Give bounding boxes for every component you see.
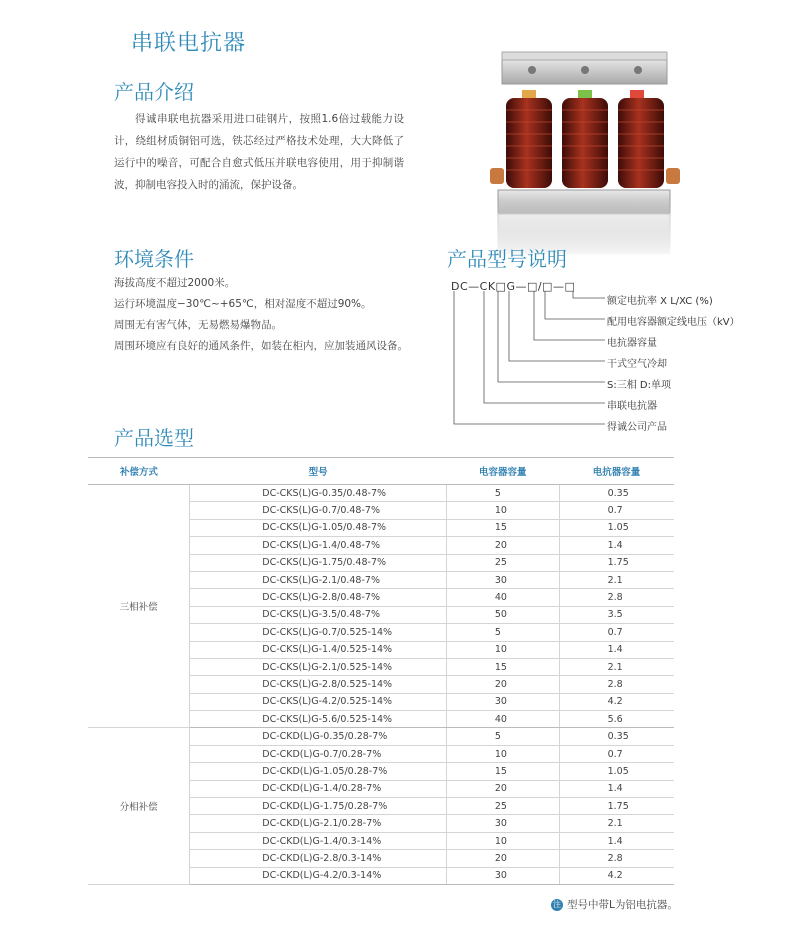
model-cell: DC-CKS(L)G-3.5/0.48-7% bbox=[190, 606, 447, 623]
model-cell: DC-CKS(L)G-2.8/0.525-14% bbox=[190, 676, 447, 693]
reactor-capacity-cell: 0.7 bbox=[559, 745, 674, 762]
capacitor-capacity-cell: 15 bbox=[446, 763, 559, 780]
selection-table bbox=[88, 457, 674, 885]
page-title: 串联电抗器 bbox=[131, 31, 247, 56]
model-cell: DC-CKD(L)G-2.1/0.28-7% bbox=[190, 815, 447, 832]
table-header-row bbox=[88, 458, 674, 485]
reactor-capacity-cell: 1.4 bbox=[559, 832, 674, 849]
capacitor-capacity-cell: 5 bbox=[446, 728, 559, 745]
capacitor-capacity-cell: 30 bbox=[446, 693, 559, 710]
model-item: 干式空气冷却 bbox=[607, 359, 667, 370]
reactor-capacity-cell: 0.7 bbox=[559, 502, 674, 519]
header-model: 型号 bbox=[190, 458, 447, 485]
capacitor-capacity-cell: 15 bbox=[446, 658, 559, 675]
capacitor-capacity-cell: 30 bbox=[446, 815, 559, 832]
model-code: DC—CK□G—□/□—□ bbox=[451, 280, 576, 293]
model-cell: DC-CKD(L)G-1.75/0.28-7% bbox=[190, 798, 447, 815]
model-item: 额定电抗率 X L/XC (%) bbox=[607, 296, 713, 307]
reactor-capacity-cell: 0.35 bbox=[559, 485, 674, 502]
capacitor-capacity-cell: 10 bbox=[446, 641, 559, 658]
capacitor-capacity-cell: 30 bbox=[446, 571, 559, 588]
reactor-capacity-cell: 2.8 bbox=[559, 850, 674, 867]
capacitor-capacity-cell: 10 bbox=[446, 832, 559, 849]
model-diagram-lines bbox=[440, 285, 610, 435]
capacitor-capacity-cell: 30 bbox=[446, 867, 559, 884]
model-cell: DC-CKS(L)G-4.2/0.525-14% bbox=[190, 693, 447, 710]
capacitor-capacity-cell: 20 bbox=[446, 676, 559, 693]
compensation-group-cell: 三相补偿 bbox=[88, 485, 190, 728]
reactor-capacity-cell: 1.4 bbox=[559, 641, 674, 658]
environment-line: 周围无有害气体，无易燃易爆物品。 bbox=[114, 319, 282, 331]
model-cell: DC-CKD(L)G-0.7/0.28-7% bbox=[190, 745, 447, 762]
model-cell: DC-CKS(L)G-1.75/0.48-7% bbox=[190, 554, 447, 571]
model-cell: DC-CKS(L)G-1.4/0.525-14% bbox=[190, 641, 447, 658]
capacitor-capacity-cell: 20 bbox=[446, 537, 559, 554]
reactor-capacity-cell: 0.7 bbox=[559, 624, 674, 641]
header-capacitor: 电容器容量 bbox=[446, 458, 559, 485]
environment-heading: 环境条件 bbox=[114, 247, 194, 271]
model-cell: DC-CKD(L)G-1.05/0.28-7% bbox=[190, 763, 447, 780]
reactor-capacity-cell: 2.1 bbox=[559, 815, 674, 832]
capacitor-capacity-cell: 20 bbox=[446, 850, 559, 867]
capacitor-capacity-cell: 40 bbox=[446, 589, 559, 606]
compensation-group-cell: 分相补偿 bbox=[88, 728, 190, 885]
table-row bbox=[88, 485, 674, 502]
reactor-capacity-cell: 1.05 bbox=[559, 763, 674, 780]
capacitor-capacity-cell: 10 bbox=[446, 745, 559, 762]
model-cell: DC-CKS(L)G-5.6/0.525-14% bbox=[190, 711, 447, 728]
reactor-capacity-cell: 2.8 bbox=[559, 676, 674, 693]
intro-text: 得诚串联电抗器采用进口硅钢片，按照1.6倍过载能力设计，绕组材质铜铝可选，铁芯经过严格技术处理，大大降低了运行中的噪音，可配合自愈式低压并联电容使用，用于抑制谐波，抑制电容投入时的涌流，保护设备。 bbox=[114, 113, 404, 191]
reactor-capacity-cell: 1.75 bbox=[559, 798, 674, 815]
capacitor-capacity-cell: 10 bbox=[446, 502, 559, 519]
capacitor-capacity-cell: 15 bbox=[446, 519, 559, 536]
environment-list bbox=[114, 273, 424, 357]
model-cell: DC-CKD(L)G-0.35/0.28-7% bbox=[190, 728, 447, 745]
capacitor-capacity-cell: 25 bbox=[446, 554, 559, 571]
model-cell: DC-CKD(L)G-2.8/0.3-14% bbox=[190, 850, 447, 867]
environment-line: 海拔高度不超过2000米。 bbox=[114, 277, 236, 289]
model-cell: DC-CKS(L)G-0.7/0.525-14% bbox=[190, 624, 447, 641]
model-cell: DC-CKD(L)G-1.4/0.28-7% bbox=[190, 780, 447, 797]
reactor-capacity-cell: 1.4 bbox=[559, 780, 674, 797]
model-item: S:三相 D:单项 bbox=[607, 380, 671, 391]
reactor-capacity-cell: 2.1 bbox=[559, 658, 674, 675]
environment-line: 周围环境应有良好的通风条件，如装在柜内，应加装通风设备。 bbox=[114, 340, 408, 352]
model-cell: DC-CKS(L)G-0.7/0.48-7% bbox=[190, 502, 447, 519]
note-icon: 注 bbox=[553, 900, 561, 909]
capacitor-capacity-cell: 5 bbox=[446, 624, 559, 641]
reactor-capacity-cell: 4.2 bbox=[559, 867, 674, 884]
reactor-capacity-cell: 5.6 bbox=[559, 711, 674, 728]
model-cell: DC-CKS(L)G-2.1/0.48-7% bbox=[190, 571, 447, 588]
reactor-capacity-cell: 1.4 bbox=[559, 537, 674, 554]
selection-heading: 产品选型 bbox=[114, 426, 194, 450]
model-cell: DC-CKD(L)G-1.4/0.3-14% bbox=[190, 832, 447, 849]
reactor-capacity-cell: 0.35 bbox=[559, 728, 674, 745]
footnote bbox=[551, 897, 678, 912]
reactor-capacity-cell: 3.5 bbox=[559, 606, 674, 623]
model-item: 电抗器容量 bbox=[607, 338, 657, 349]
note-text: 型号中带L为铝电抗器。 bbox=[567, 899, 678, 911]
model-item: 得诚公司产品 bbox=[607, 422, 667, 433]
model-heading: 产品型号说明 bbox=[447, 247, 567, 271]
model-cell: DC-CKS(L)G-1.4/0.48-7% bbox=[190, 537, 447, 554]
model-cell: DC-CKD(L)G-4.2/0.3-14% bbox=[190, 867, 447, 884]
intro-heading: 产品介绍 bbox=[114, 80, 194, 104]
header-compensation: 补偿方式 bbox=[88, 458, 190, 485]
model-item: 串联电抗器 bbox=[607, 401, 657, 412]
header-reactor: 电抗器容量 bbox=[559, 458, 674, 485]
model-cell: DC-CKS(L)G-2.1/0.525-14% bbox=[190, 658, 447, 675]
product-photo bbox=[470, 50, 700, 260]
capacitor-capacity-cell: 40 bbox=[446, 711, 559, 728]
capacitor-capacity-cell: 20 bbox=[446, 780, 559, 797]
model-item: 配用电容器额定线电压（kV） bbox=[607, 317, 740, 328]
capacitor-capacity-cell: 50 bbox=[446, 606, 559, 623]
capacitor-capacity-cell: 5 bbox=[446, 485, 559, 502]
model-cell: DC-CKS(L)G-1.05/0.48-7% bbox=[190, 519, 447, 536]
reactor-capacity-cell: 1.05 bbox=[559, 519, 674, 536]
reactor-capacity-cell: 4.2 bbox=[559, 693, 674, 710]
reactor-capacity-cell: 1.75 bbox=[559, 554, 674, 571]
capacitor-capacity-cell: 25 bbox=[446, 798, 559, 815]
table-row bbox=[88, 728, 674, 745]
reactor-capacity-cell: 2.8 bbox=[559, 589, 674, 606]
environment-line: 运行环境温度−30℃~+65℃，相对湿度不超过90%。 bbox=[114, 298, 372, 310]
reactor-capacity-cell: 2.1 bbox=[559, 571, 674, 588]
model-cell: DC-CKS(L)G-0.35/0.48-7% bbox=[190, 485, 447, 502]
model-cell: DC-CKS(L)G-2.8/0.48-7% bbox=[190, 589, 447, 606]
